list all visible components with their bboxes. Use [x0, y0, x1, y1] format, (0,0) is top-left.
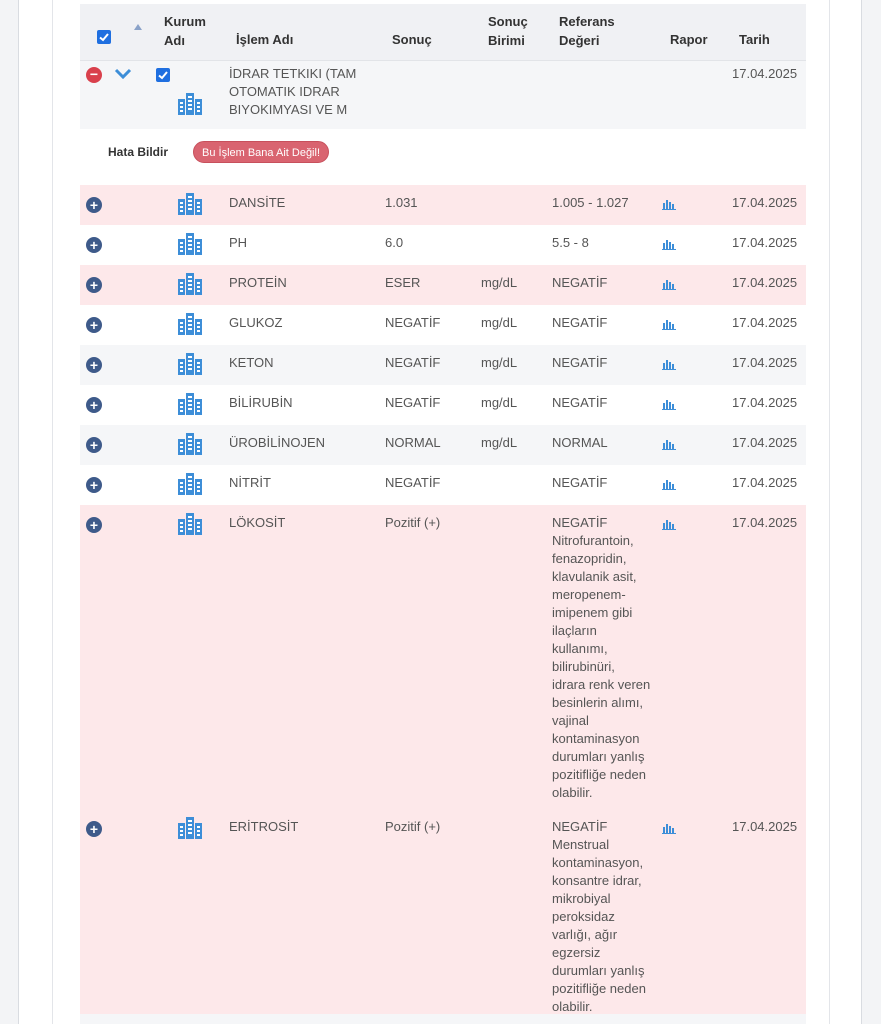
- error-label: Hata Bildir: [108, 145, 169, 159]
- test-reference: [552, 818, 646, 1016]
- ref-line: 5.5 - 8: [552, 235, 589, 250]
- table-row[interactable]: [80, 185, 806, 225]
- test-result: ESER: [385, 275, 421, 290]
- expand-icon[interactable]: +: [86, 317, 102, 333]
- table-row[interactable]: [80, 305, 806, 345]
- test-unit: mg/dL: [481, 315, 518, 330]
- test-reference: [552, 314, 607, 332]
- hospital-icon: [178, 393, 202, 415]
- test-result: Pozitif (+): [385, 515, 441, 530]
- bar-chart-icon[interactable]: [662, 398, 676, 410]
- ref-line: pozitifliğe neden: [552, 767, 646, 782]
- expand-icon[interactable]: +: [86, 437, 102, 453]
- table-row[interactable]: [80, 425, 806, 465]
- header-kurum[interactable]: Kurum Adı: [164, 14, 206, 48]
- ref-line: NEGATİF: [552, 475, 608, 490]
- header-birim[interactable]: Sonuç Birimi: [488, 14, 528, 48]
- test-reference: [552, 194, 629, 212]
- expand-icon[interactable]: +: [86, 517, 102, 533]
- header-referans[interactable]: Referans Değeri: [559, 14, 615, 48]
- next-row-partial: [80, 1014, 806, 1024]
- bar-chart-icon[interactable]: [662, 318, 676, 330]
- expand-icon[interactable]: +: [86, 477, 102, 493]
- test-unit: mg/dL: [481, 275, 518, 290]
- result-rows: [80, 185, 806, 1023]
- ref-line: 1.005 - 1.027: [552, 195, 629, 210]
- table-row[interactable]: [80, 465, 806, 505]
- parent-date: 17.04.2025: [732, 66, 798, 81]
- test-name: LÖKOSİT: [229, 515, 286, 530]
- ref-line: klavulanik asit,: [552, 569, 637, 584]
- test-name: PROTEİN: [229, 275, 287, 290]
- hospital-icon: [178, 353, 202, 375]
- ref-line: imipenem gibi: [552, 605, 633, 620]
- test-name: DANSİTE: [229, 195, 286, 210]
- bar-chart-icon[interactable]: [662, 278, 676, 290]
- test-name: ÜROBİLİNOJEN: [229, 435, 326, 450]
- test-date: 17.04.2025: [732, 475, 798, 490]
- hospital-icon: [178, 93, 202, 115]
- ref-line: olabilir.: [552, 785, 593, 800]
- test-result: NEGATİF: [385, 355, 441, 370]
- ref-line: kontaminasyon: [552, 731, 640, 746]
- ref-line: mikrobiyal: [552, 891, 611, 906]
- test-name: ERİTROSİT: [229, 819, 299, 834]
- ref-line: peroksidaz: [552, 909, 615, 924]
- bar-chart-icon[interactable]: [662, 478, 676, 490]
- test-reference: [552, 274, 607, 292]
- test-date: 17.04.2025: [732, 395, 798, 410]
- test-result: NEGATİF: [385, 475, 441, 490]
- ref-line: idrara renk veren: [552, 677, 651, 692]
- test-date: 17.04.2025: [732, 275, 798, 290]
- header-rapor[interactable]: Rapor: [670, 32, 708, 47]
- select-all-checkbox[interactable]: [97, 30, 111, 44]
- bar-chart-icon[interactable]: [662, 358, 676, 370]
- results-table: [80, 4, 806, 1023]
- test-reference: [552, 514, 650, 802]
- expand-icon[interactable]: +: [86, 237, 102, 253]
- ref-line: NEGATİF: [552, 315, 608, 330]
- ref-line: egzersiz: [552, 945, 601, 960]
- header-islem[interactable]: İşlem Adı: [236, 32, 294, 47]
- table-row[interactable]: [80, 225, 806, 265]
- ref-line: NEGATİF: [552, 819, 608, 834]
- expand-icon[interactable]: +: [86, 197, 102, 213]
- ref-line: varlığı, ağır: [552, 927, 618, 942]
- hospital-icon: [178, 433, 202, 455]
- hospital-icon: [178, 193, 202, 215]
- collapse-icon[interactable]: −: [86, 67, 102, 83]
- ref-line: vajinal: [552, 713, 589, 728]
- ref-line: NEGATİF: [552, 275, 608, 290]
- test-unit: mg/dL: [481, 355, 518, 370]
- test-date: 17.04.2025: [732, 195, 798, 210]
- ref-line: meropenem-: [552, 587, 626, 602]
- hospital-icon: [178, 513, 202, 535]
- test-date: 17.04.2025: [732, 819, 798, 834]
- table-header: [80, 4, 806, 61]
- table-row[interactable]: [80, 345, 806, 385]
- test-date: 17.04.2025: [732, 515, 798, 530]
- ref-line: kontaminasyon,: [552, 855, 644, 870]
- header-tarih[interactable]: Tarih: [739, 32, 770, 47]
- test-result: Pozitif (+): [385, 819, 441, 834]
- expand-icon[interactable]: +: [86, 821, 102, 837]
- hospital-icon: [178, 313, 202, 335]
- ref-line: NEGATİF: [552, 395, 608, 410]
- table-row[interactable]: [80, 809, 806, 1023]
- test-reference: [552, 474, 607, 492]
- test-name: BİLİRUBİN: [229, 395, 293, 410]
- test-date: 17.04.2025: [732, 435, 798, 450]
- parent-checkbox[interactable]: [156, 68, 170, 82]
- test-name: GLUKOZ: [229, 315, 283, 330]
- test-reference: [552, 394, 607, 412]
- test-name: NİTRİT: [229, 475, 271, 490]
- hospital-icon: [178, 233, 202, 255]
- bar-chart-icon[interactable]: [662, 438, 676, 450]
- ref-line: olabilir.: [552, 999, 593, 1014]
- ref-line: NORMAL: [552, 435, 608, 450]
- table-row[interactable]: [80, 385, 806, 425]
- bar-chart-icon[interactable]: [662, 198, 676, 210]
- expand-icon[interactable]: +: [86, 397, 102, 413]
- header-sonuc[interactable]: Sonuç: [392, 32, 432, 47]
- test-date: 17.04.2025: [732, 235, 798, 250]
- ref-line: besinlerin alımı,: [552, 695, 644, 710]
- ref-line: durumları yanlış: [552, 963, 645, 978]
- test-unit: mg/dL: [481, 435, 518, 450]
- ref-line: NEGATİF: [552, 355, 608, 370]
- ref-line: pozitifliğe neden: [552, 981, 646, 996]
- hospital-icon: [178, 817, 202, 839]
- hospital-icon: [178, 473, 202, 495]
- test-result: NEGATİF: [385, 395, 441, 410]
- sort-asc-icon[interactable]: [134, 24, 142, 30]
- chevron-down-icon[interactable]: [114, 67, 132, 81]
- test-result: NEGATİF: [385, 315, 441, 330]
- test-result: 6.0: [385, 235, 404, 250]
- expand-icon[interactable]: +: [86, 357, 102, 373]
- ref-line: Nitrofurantoin,: [552, 533, 634, 548]
- test-result: 1.031: [385, 195, 418, 210]
- parent-row[interactable]: [80, 61, 806, 129]
- table-row[interactable]: [80, 505, 806, 809]
- ref-line: kullanımı,: [552, 641, 608, 656]
- bar-chart-icon[interactable]: [662, 238, 676, 250]
- ref-line: fenazopridin,: [552, 551, 627, 566]
- test-reference: [552, 434, 608, 452]
- test-name: PH: [229, 235, 248, 250]
- not-mine-button[interactable]: Bu İşlem Bana Ait Değil!: [193, 141, 329, 163]
- bar-chart-icon[interactable]: [662, 518, 676, 530]
- test-result: NORMAL: [385, 435, 441, 450]
- ref-line: bilirubinüri,: [552, 659, 615, 674]
- ref-line: durumları yanlış: [552, 749, 645, 764]
- test-date: 17.04.2025: [732, 355, 798, 370]
- test-unit: mg/dL: [481, 395, 518, 410]
- test-reference: [552, 354, 607, 372]
- ref-line: ilaçların: [552, 623, 597, 638]
- test-name: KETON: [229, 355, 274, 370]
- ref-line: NEGATİF: [552, 515, 608, 530]
- hospital-icon: [178, 273, 202, 295]
- error-report-area: [80, 129, 806, 185]
- table-row[interactable]: [80, 265, 806, 305]
- parent-name: İDRAR TETKIKI (TAM OTOMATIK IDRAR BIYOKIMYASI VE M: [229, 66, 357, 117]
- ref-line: konsantre idrar,: [552, 873, 642, 888]
- ref-line: Menstrual: [552, 837, 610, 852]
- bar-chart-icon[interactable]: [662, 822, 676, 834]
- test-date: 17.04.2025: [732, 315, 798, 330]
- expand-icon[interactable]: +: [86, 277, 102, 293]
- test-reference: [552, 234, 589, 252]
